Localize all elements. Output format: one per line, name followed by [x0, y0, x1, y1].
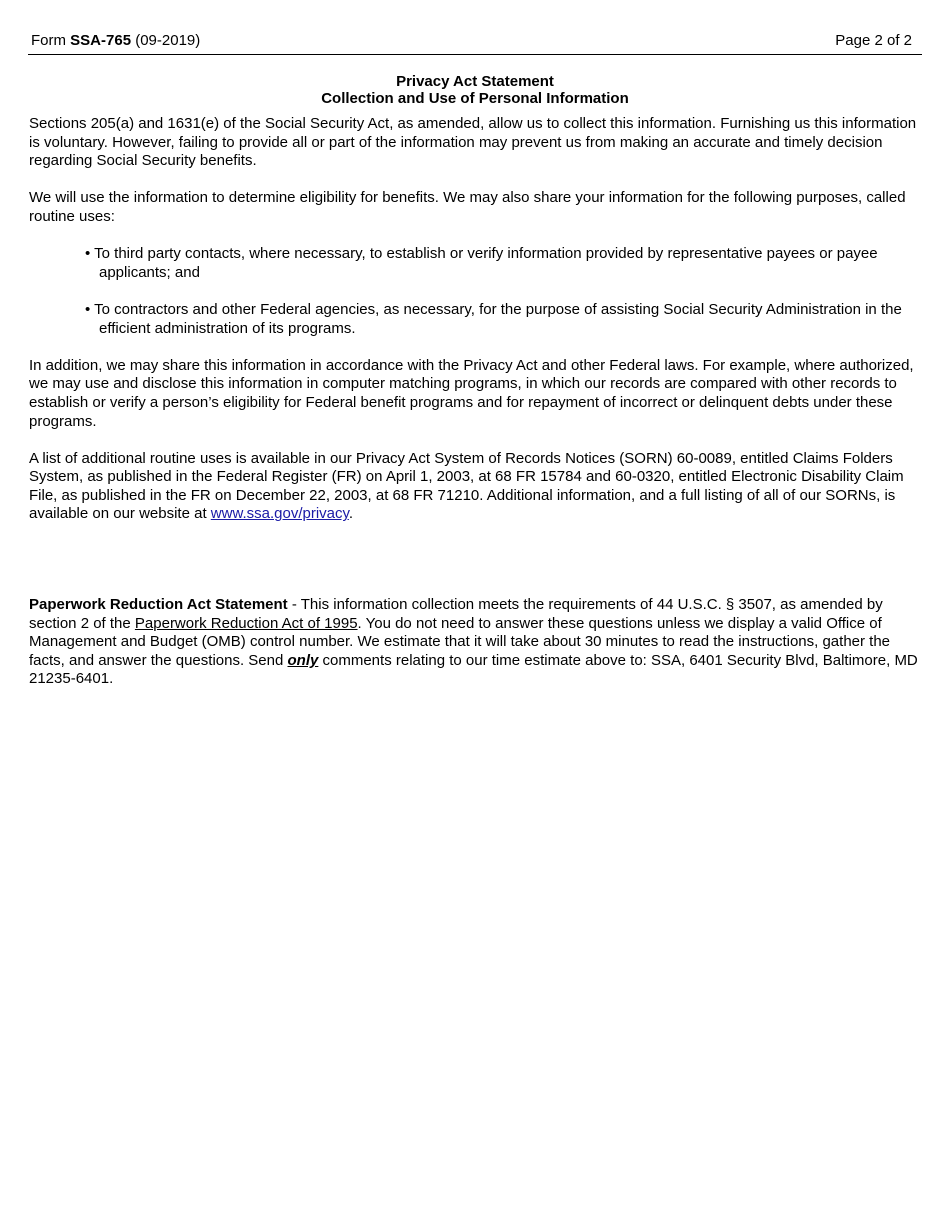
form-identifier [31, 32, 200, 49]
form-number: SSA-765 [70, 32, 132, 49]
paperwork-reduction-section [29, 596, 925, 689]
form-date: (09-2019) [131, 32, 201, 49]
form-prefix: Form [31, 32, 71, 49]
sorn-text: A list of additional routine uses is available in our Privacy Act System of Records Notices (SORN) 60-0089, entitled Claims Folders System, as published in the Federal Register (FR) on April 1, 2003, at 68 FR 15784 and 60-0320, entitled Electronic Disability Claim File, as published in the FR on December 22, 2003, at 68 FR 71210. Additional information, and a full listing of all of our SORNs, is available on our website at [29, 449, 904, 523]
privacy-title: Privacy Act Statement [396, 73, 554, 90]
privacy-paragraph-uses: We will use the information to determine eligibility for benefits. We may also share your information for the following purposes, called routine uses: [29, 189, 906, 225]
page-header [28, 30, 922, 55]
list-item: • To contractors and other Federal agencies, as necessary, for the purpose of assisting Social Security Administration in the efficient administration of its programs. [85, 300, 902, 337]
paperwork-heading: Paperwork Reduction Act Statement [29, 596, 288, 613]
paperwork-paragraph [29, 596, 925, 689]
list-item: • To third party contacts, where necessary, to establish or verify information provided by representative payees or payee applicants; and [85, 245, 878, 281]
paperwork-text-2: . You do not need to answer these questions unless we display a valid Office of Management and Budget (OMB) control number. We estimate that it will take about 30 minutes to read the instructions, gather the facts, and answer the questions. Send [29, 614, 891, 669]
privacy-paragraph-sharing: In addition, we may share this information in accordance with the Privacy Act and other Federal laws. For example, where authorized, we may use and disclose this information in computer matching programs, in which our records are compared with other records to establish or verify a person’s eligibility for Federal benefit programs and for repayment of incorrect or delinquent debts under these programs. [29, 356, 914, 430]
sorn-end: . [348, 505, 354, 523]
privacy-title-block [0, 73, 950, 107]
page-number: Page 2 of 2 [835, 32, 912, 49]
privacy-paragraph-authority: Sections 205(a) and 1631(e) of the Social Security Act, as amended, allow us to collect this information. Furnishing us this information is voluntary. However, failing to provide all or part of the information may prevent us from making an accurate and timely decision regarding Social Security benefits. [29, 115, 917, 170]
privacy-subtitle: Collection and Use of Personal Information [321, 90, 629, 107]
paperwork-emphasis: only [287, 651, 319, 669]
privacy-content [29, 115, 925, 543]
paperwork-act-name: Paperwork Reduction Act of 1995 [134, 614, 358, 632]
privacy-website-link[interactable]: www.ssa.gov/privacy [210, 505, 349, 523]
privacy-paragraph-sorn [29, 450, 925, 524]
paperwork-text-3: comments relating to our time estimate above to: SSA, 6401 Security Blvd, Baltimore, MD 21235-6401. [29, 651, 918, 688]
routine-uses-list [29, 245, 925, 338]
paperwork-text-1: - This information collection meets the requirements of 44 U.S.C. § 3507, as amended by section 2 of the [29, 596, 883, 632]
